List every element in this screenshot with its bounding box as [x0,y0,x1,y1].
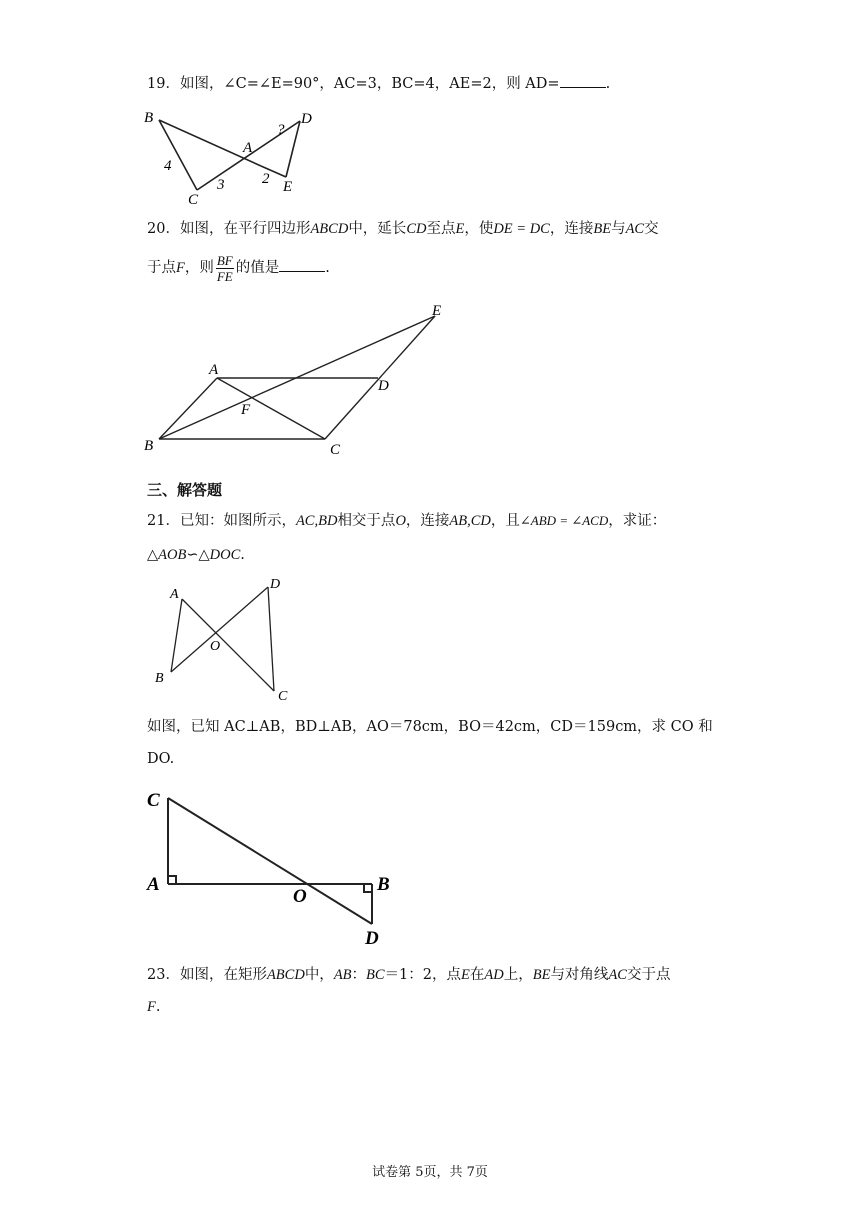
label-D: D [301,111,312,127]
q22-line2: DO. [147,751,175,767]
label-A: A [243,140,253,156]
q20-line1: 20．如图，在平行四边形ABCD中，延长CD至点E，使DE = DC，连接BE与AC交 [147,221,659,237]
label-C: C [188,192,199,208]
label-E: E [432,303,442,319]
q21-line2: △AOB∽△DOC. [147,547,245,563]
q21-line1: 21．已知：如图所示，AC,BD相交于点O，连接AB,CD，且∠ABD = ∠ACD，求证： [147,513,667,529]
label-A: A [209,362,219,378]
section-heading: 三、解答题 [147,481,223,499]
label-A: A [170,587,179,602]
label-B: B [144,110,154,126]
q21-figure [148,574,308,704]
label-2: 2 [262,171,270,187]
label-C: C [278,689,288,704]
label-C: C [147,790,160,811]
label-4: 4 [164,158,172,174]
label-B: B [155,671,164,686]
q23-line1: 23．如图，在矩形ABCD中，AB：BC＝1：2，点E在AD上，BE与对角线AC交于点 [147,967,671,983]
label-3: 3 [217,177,225,193]
label-B: B [144,438,154,454]
label-O: O [210,639,221,654]
label-B: B [377,874,390,895]
label-E: E [283,179,293,195]
label-C: C [330,442,341,458]
label-O: O [293,886,307,907]
label-D: D [270,577,281,592]
q22-line1: 如图，已知 AC⊥AB，BD⊥AB，AO＝78cm，BO＝42cm，CD＝159cm，求 CO 和 [147,719,713,735]
answer-blank [560,73,606,88]
answer-blank [279,257,325,272]
q20-figure [140,298,460,460]
q20-line2: 于点F，则 $\frac{BF}{FE}$ 的值是 . [147,252,330,284]
label-A: A [147,874,160,895]
q23-line2: F. [147,999,161,1015]
q19-text: 19．如图，∠C=∠E=90°，AC=3，BC=4，AE=2，则 AD= . [147,73,610,94]
page-footer: 试卷第 5页，共 7页 [372,1165,488,1180]
label-D: D [365,928,379,949]
q19-figure [140,103,320,208]
q22-figure [145,784,395,949]
label-question: ? [277,122,285,138]
label-F: F [241,402,251,418]
label-D: D [378,378,389,394]
fraction-bf-fe: $\frac{BF}{FE}$ [216,252,233,284]
